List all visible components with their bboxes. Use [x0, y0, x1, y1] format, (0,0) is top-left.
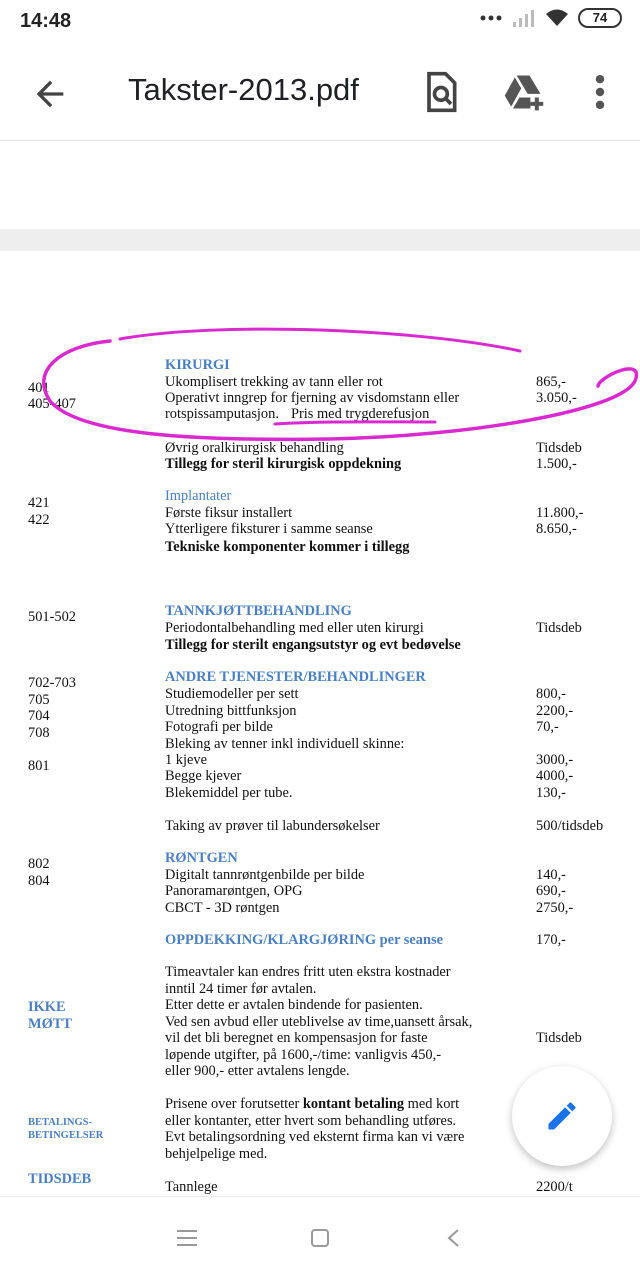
- paragraph-line: eller 900,- etter avtalens lengde.: [165, 1063, 350, 1079]
- home-square-icon[interactable]: [310, 1228, 330, 1248]
- price: 690,-: [536, 883, 566, 899]
- line-item: Fotografi per bilde: [165, 719, 273, 735]
- edit-pencil-icon: [544, 1098, 580, 1134]
- line-item: Bleking av tenner inkl individuell skinne:: [165, 736, 405, 752]
- line-item: Digitalt tannrøntgenbilde per bilde: [165, 867, 365, 883]
- section-heading-rontgen: RØNTGEN: [165, 850, 238, 866]
- code: 422: [28, 512, 50, 528]
- code: 702-703: [28, 675, 76, 691]
- menu-icon[interactable]: [176, 1229, 198, 1247]
- price: Tidsdeb: [536, 440, 582, 456]
- code: 705: [28, 692, 50, 708]
- line-item: Studiemodeller per sett: [165, 686, 299, 702]
- text-run: Prisene over forutsetter: [165, 1096, 303, 1112]
- price: 1.500,-: [536, 456, 577, 472]
- price: 2750,-: [536, 900, 574, 916]
- price: 70,-: [536, 719, 559, 735]
- line-item: Begge kjever: [165, 768, 242, 784]
- line-item-bold: Tillegg for steril kirurgisk oppdekning: [165, 456, 402, 472]
- line-item: Periodontalbehandling med eller uten kirurgi: [165, 620, 424, 636]
- line-item: Tannlege: [165, 1179, 218, 1195]
- line-item: Ytterligere fiksturer i samme seanse: [165, 521, 373, 537]
- add-to-drive-icon[interactable]: [502, 70, 546, 114]
- paragraph-line: Timeavtaler kan endres fritt uten ekstra kostnader: [165, 964, 451, 980]
- price: Tidsdeb: [536, 620, 582, 636]
- price: 4000,-: [536, 768, 574, 784]
- paragraph-line: Evt betalingsordning ved eksternt firma kan vi være: [165, 1129, 465, 1145]
- code: 704: [28, 708, 50, 724]
- code: 708: [28, 725, 50, 741]
- price: 140,-: [536, 867, 566, 883]
- signal-icon: [512, 8, 536, 28]
- line-item: Ukomplisert trekking av tann eller rot: [165, 374, 383, 390]
- line-item: rotspissamputasjon.: [165, 406, 279, 422]
- line-item-bold: Tillegg for sterilt engangsutstyr og evt bedøvelse: [165, 637, 461, 653]
- back-arrow-icon[interactable]: [30, 74, 70, 114]
- pdf-page: [0, 251, 640, 1196]
- more-vert-icon[interactable]: [578, 70, 622, 114]
- code: 501-502: [28, 609, 76, 625]
- price: 170,-: [536, 932, 566, 948]
- paragraph-line: Ved sen avbud eller uteblivelse av time,uansett årsak,: [165, 1014, 473, 1030]
- paragraph-line: inntil 24 timer før avtalen.: [165, 981, 317, 997]
- price: 3000,-: [536, 752, 574, 768]
- line-item: Taking av prøver til labundersøkelser: [165, 818, 380, 834]
- price: 865,-: [536, 374, 566, 390]
- code: 802: [28, 856, 50, 872]
- paragraph-line: behjelpelige med.: [165, 1146, 268, 1162]
- side-label: BETINGELSER: [28, 1130, 104, 1141]
- price: 2200/t: [536, 1179, 573, 1195]
- section-heading-kirurgi: KIRURGI: [165, 357, 230, 373]
- paragraph-line: løpende utgifter, på 1600,-/time: vanligvis 450,-: [165, 1047, 441, 1063]
- battery-indicator: 74: [578, 8, 622, 28]
- paragraph-line: eller kontanter, etter hvert som behandling utføres.: [165, 1113, 457, 1129]
- line-item: Blekemiddel per tube.: [165, 785, 293, 801]
- system-navigation-bar: [0, 1196, 640, 1281]
- side-label: MØTT: [28, 1016, 72, 1032]
- nav-back-icon[interactable]: [446, 1228, 460, 1248]
- paragraph-line: Etter dette er avtalen bindende for pasienten.: [165, 997, 423, 1013]
- side-label: IKKE: [28, 999, 66, 1015]
- code: 421: [28, 495, 50, 511]
- line-item: Første fiksur installert: [165, 505, 293, 521]
- text-run: med kort: [404, 1096, 460, 1112]
- price: Tidsdeb: [536, 1030, 582, 1046]
- status-icons: [480, 8, 622, 28]
- line-item: 1 kjeve: [165, 752, 207, 768]
- price: 3.050,-: [536, 390, 577, 406]
- code: 405-407: [28, 396, 76, 412]
- price: 2200,-: [536, 703, 574, 719]
- wifi-icon: [544, 8, 570, 28]
- code: 801: [28, 758, 50, 774]
- section-heading-oppdekking: OPPDEKKING/KLARGJØRING per seanse: [165, 932, 443, 948]
- paragraph-line: [165, 1096, 459, 1113]
- line-item: Utredning bittfunksjon: [165, 703, 297, 719]
- price: 500/tidsdeb: [536, 818, 604, 834]
- edit-fab[interactable]: [512, 1066, 612, 1166]
- search-document-icon[interactable]: [418, 70, 462, 114]
- handwritten-note: Pris med trygderefusjon: [291, 406, 430, 422]
- line-item: CBCT - 3D røntgen: [165, 900, 280, 916]
- section-heading-implantater: Implantater: [165, 488, 232, 504]
- price: 8.650,-: [536, 521, 577, 537]
- line-item-bold: Tekniske komponenter kommer i tillegg: [165, 539, 410, 555]
- price: 800,-: [536, 686, 566, 702]
- more-dots-icon: [480, 13, 504, 23]
- code: 401: [28, 380, 50, 396]
- price: 11.800,-: [536, 505, 584, 521]
- document-title: Takster-2013.pdf: [128, 72, 359, 107]
- previous-page-bottom: [0, 141, 640, 230]
- line-item: Øvrig oralkirurgisk behandling: [165, 440, 344, 456]
- price: 130,-: [536, 785, 566, 801]
- section-heading-andre: ANDRE TJENESTER/BEHANDLINGER: [165, 669, 426, 685]
- text-run-bold: kontant betaling: [302, 1096, 405, 1112]
- paragraph-line: vil det bli beregnet en kompensasjon for faste: [165, 1030, 428, 1046]
- section-heading-tannkjott: TANNKJØTTBEHANDLING: [165, 603, 352, 619]
- side-label: BETALINGS-: [28, 1117, 92, 1128]
- page-separator: [0, 229, 640, 251]
- status-bar: [0, 0, 640, 44]
- code: 804: [28, 873, 50, 889]
- side-label: TIDSDEB: [28, 1171, 92, 1187]
- line-item: Panoramarøntgen, OPG: [165, 883, 303, 899]
- app-bar: [0, 44, 640, 141]
- line-item: Operativt inngrep for fjerning av visdomstann eller: [165, 390, 460, 406]
- status-time: 14:48: [20, 10, 72, 32]
